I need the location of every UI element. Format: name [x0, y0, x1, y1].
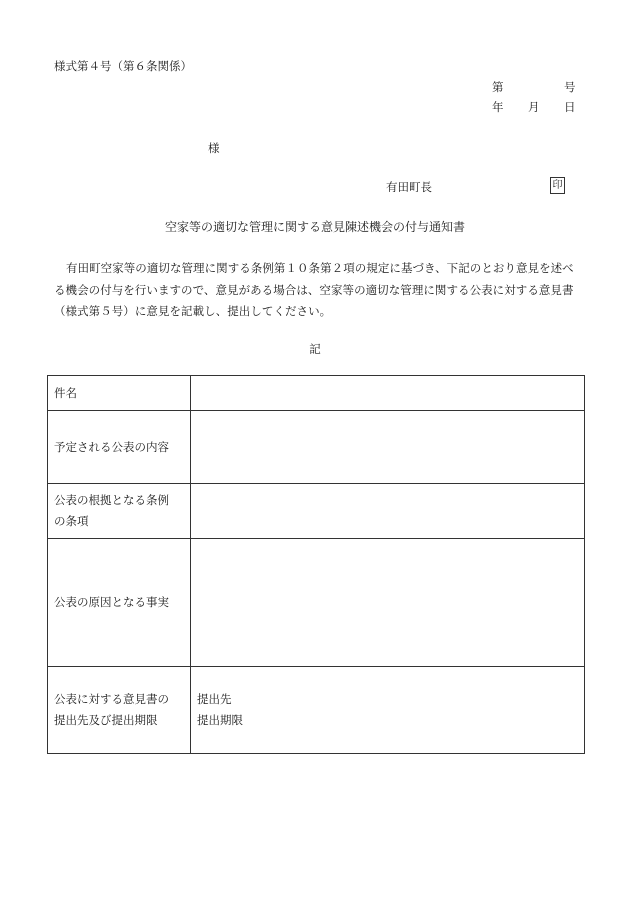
document-number-suffix: 号: [564, 80, 576, 94]
details-table: [47, 375, 585, 754]
table-row: [48, 539, 585, 667]
row-label-ordinance-basis: 公表の根拠となる条例 の条項: [48, 484, 191, 539]
table-row: [48, 667, 585, 754]
date-day-label: 日: [564, 100, 576, 114]
submission-deadline-label: 提出期限: [197, 713, 243, 727]
row-value-planned-content: [191, 411, 585, 484]
row-label-planned-content: 予定される公表の内容: [48, 411, 191, 484]
ki-heading: 記: [309, 342, 321, 356]
body-paragraph: 有田町空家等の適切な管理に関する条例第１０条第２項の規定に基づき、下記のとおり意見を述べる機会の付与を行いますので、意見がある場合は、空家等の適切な管理に関する公表に対する意見書（様式第５号）に意見を記載し、提出してください。: [54, 261, 574, 318]
submission-destination-label: 提出先: [197, 692, 232, 706]
addressee-honorific: 様: [208, 141, 220, 155]
row-value-ordinance-basis: [191, 484, 585, 539]
sender-title: 有田町長: [386, 180, 432, 194]
table-row: [48, 411, 585, 484]
table-row: [48, 484, 585, 539]
row-label-submission: 公表に対する意見書の 提出先及び提出期限: [48, 667, 191, 754]
document-title: 空家等の適切な管理に関する意見陳述機会の付与通知書: [164, 220, 465, 234]
document-number-label: 第: [492, 80, 504, 94]
date-year-label: 年: [492, 100, 504, 114]
table-row: [48, 376, 585, 411]
row-value-cause-facts: [191, 539, 585, 667]
row-label-cause-facts: 公表の原因となる事実: [48, 539, 191, 667]
form-number: 様式第４号（第６条関係）: [54, 59, 192, 73]
seal-mark: 印: [550, 177, 565, 194]
date-month-label: 月: [528, 100, 540, 114]
row-value-subject: [191, 376, 585, 411]
row-value-submission: [191, 667, 585, 754]
row-label-subject: 件名: [48, 376, 191, 411]
